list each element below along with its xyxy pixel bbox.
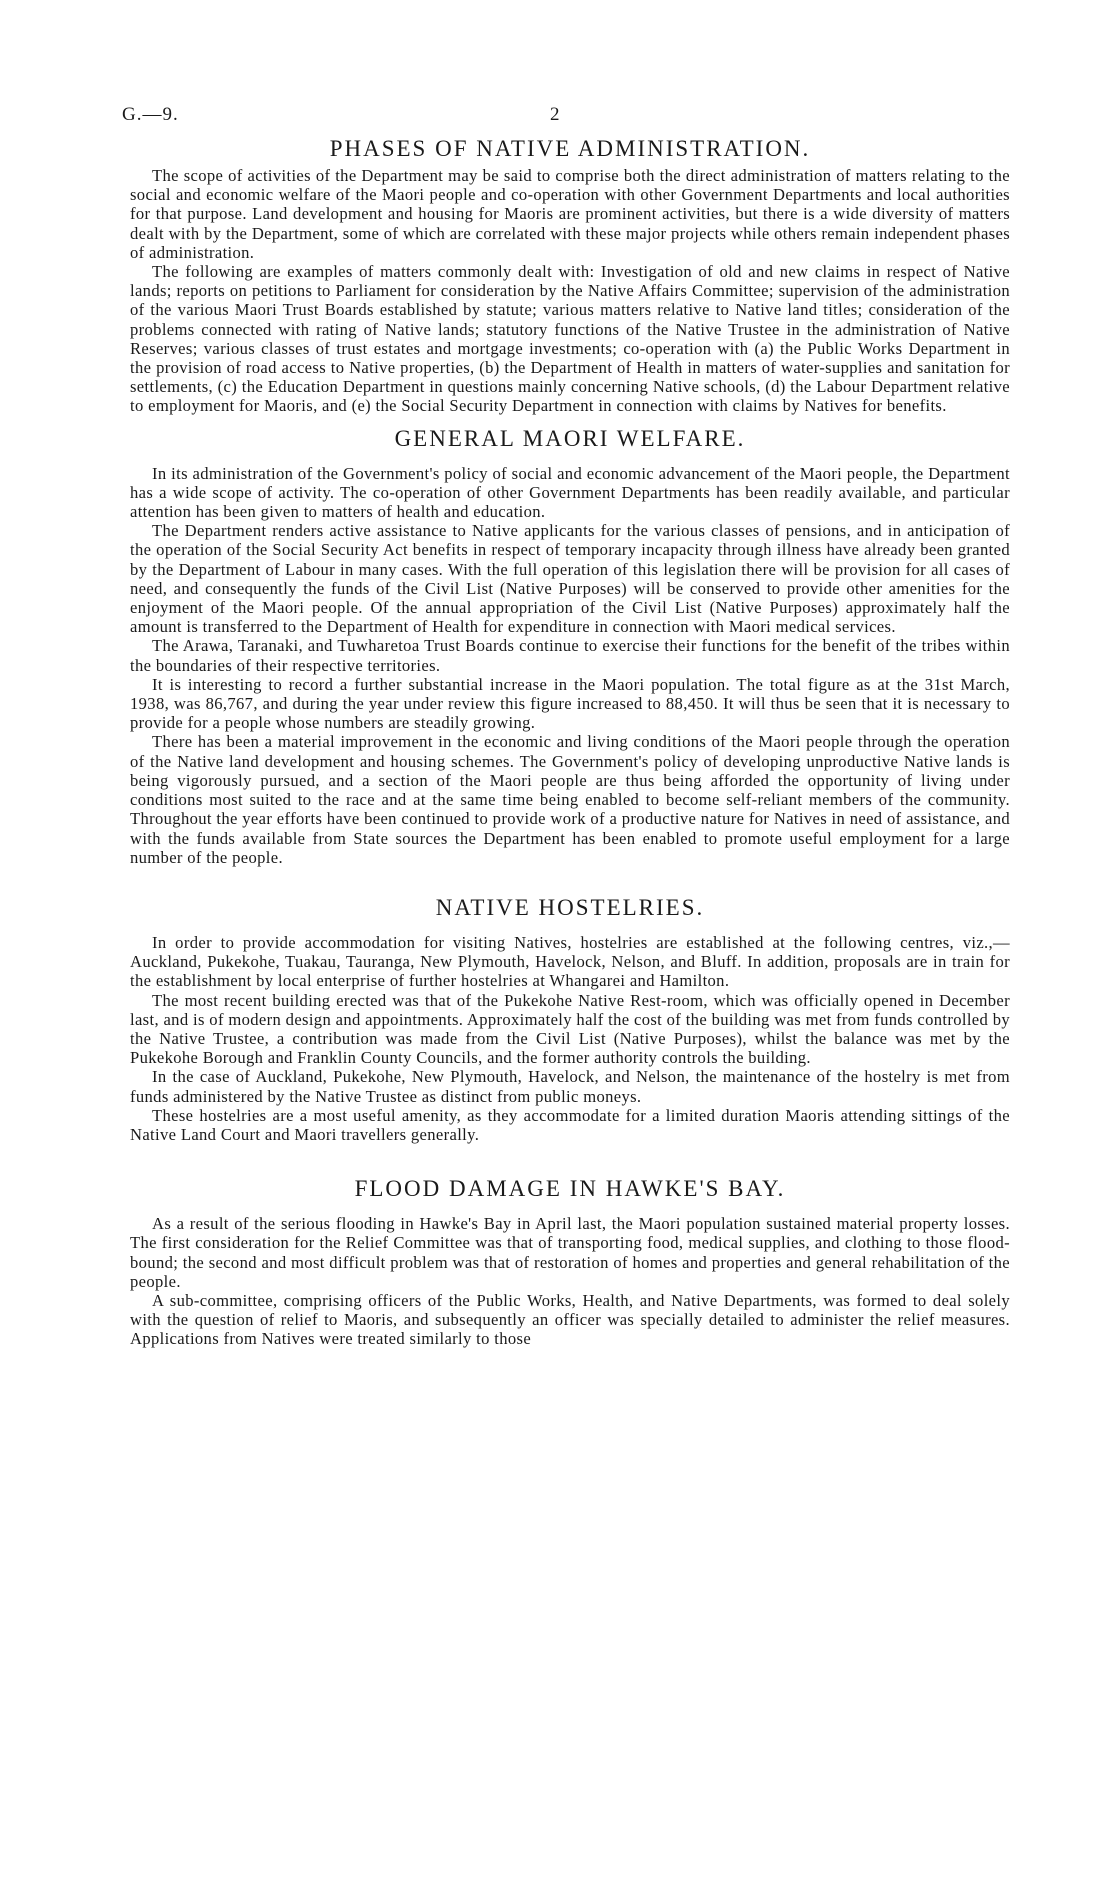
page-reference: G.—9. bbox=[122, 104, 179, 125]
paragraph: In order to provide accommodation for visiting Natives, hostelries are established at the following centres, viz.,—Auckland, Pukekohe, Tuakau, Tauranga, New Plymouth, Havelock, Nelson, and Bluff. In addition, proposals are in train for the establishment by local enterprise of further hostelries at Whangarei and Hamilton. bbox=[130, 932, 1010, 991]
page-header bbox=[122, 104, 1010, 132]
paragraph: The Arawa, Taranaki, and Tuwharetoa Trust Boards continue to exercise their functions for the benefit of the tribes within the boundaries of their respective territories. bbox=[130, 636, 1010, 675]
paragraph: These hostelries are a most useful amenity, as they accommodate for a limited duration Maoris attending sittings of the Native Land Court and Maori travellers generally. bbox=[130, 1105, 1010, 1144]
section-title: FLOOD DAMAGE IN HAWKE'S BAY. bbox=[354, 1176, 786, 1202]
page-number: 2 bbox=[550, 104, 561, 125]
section-phases-of-native-administration bbox=[130, 134, 1010, 416]
paragraph: As a result of the serious flooding in Hawke's Bay in April last, the Maori population sustained material property losses. The first consideration for the Relief Committee was that of transporting food, medical supplies, and clothing to those flood-bound; the second and most difficult problem was that of restoration of homes and properties and general rehabilitation of the people. bbox=[130, 1214, 1010, 1291]
section-title: GENERAL MAORI WELFARE. bbox=[394, 425, 746, 451]
paragraph: A sub-committee, comprising officers of the Public Works, Health, and Native Departments, was formed to deal solely with the question of relief to Maoris, and subsequently an officer was specially detailed to administer the relief measures. Applications from Natives were treated similarly to those bbox=[130, 1290, 1010, 1349]
paragraph: The scope of activities of the Department may be said to comprise both the direct administration of matters relating to the social and economic welfare of the Maori people and co-operation with other Government Departments and local authorities for that purpose. Land development and housing for Maoris are prominent activities, but there is a wide diversity of matters dealt with by the Department, some of which are correlated with these major projects while others remain independent phases of administration. bbox=[130, 166, 1010, 262]
section-flood-damage-hawkes-bay bbox=[130, 1174, 1010, 1348]
section-title: NATIVE HOSTELRIES. bbox=[435, 894, 705, 920]
document-page bbox=[122, 104, 1010, 1349]
paragraph: There has been a material improvement in the economic and living conditions of the Maori people through the operation of the Native land development and housing schemes. The Government's policy of developing unproductive Native lands is being vigorously pursued, and a section of the Maori people are thus being afforded the opportunity of living under conditions most suited to the race and at the same time being enabled to become self-reliant members of the community. Throughout the year efforts have been continued to provide work of a productive nature for Natives in need of assistance, and with the funds available from State sources the Department has been enabled to promote useful employment for a large number of the people. bbox=[130, 732, 1010, 867]
paragraph: It is interesting to record a further substantial increase in the Maori population. The total figure as at the 31st March, 1938, was 86,767, and during the year under review this figure increased to 88,450. It will thus be seen that it is necessary to provide for a people whose numbers are steadily growing. bbox=[130, 674, 1010, 733]
paragraph: The Department renders active assistance to Native applicants for the various classes of pensions, and in anticipation of the operation of the Social Security Act benefits in respect of temporary incapacity through illness have already been granted by the Department of Labour in many cases. With the full operation of this legislation there will be provision for all cases of need, and consequently the funds of the Civil List (Native Purposes) will be conserved to provide other amenities for the enjoyment of the Maori people. Of the annual appropriation of the Civil List (Native Purposes) approximately half the amount is transferred to the Department of Health for expenditure in connection with Maori medical services. bbox=[130, 521, 1010, 637]
section-native-hostelries bbox=[130, 893, 1010, 1144]
paragraph: In its administration of the Government's policy of social and economic advancement of the Maori people, the Department has a wide scope of activity. The co-operation of other Government Departments has been readily available, and particular attention has been given to matters of health and education. bbox=[130, 463, 1010, 522]
section-title: PHASES OF NATIVE ADMINISTRATION. bbox=[329, 136, 811, 161]
section-general-maori-welfare bbox=[130, 424, 1010, 867]
paragraph: The most recent building erected was that of the Pukekohe Native Rest-room, which was officially opened in December last, and is of modern design and appointments. Approximately half the cost of the building was met from funds controlled by the Native Trustee, a contribution was made from the Civil List (Native Purposes), whilst the balance was met by the Pukekohe Borough and Franklin County Councils, and the former authority controls the building. bbox=[130, 990, 1010, 1068]
paragraph: In the case of Auckland, Pukekohe, New Plymouth, Havelock, and Nelson, the maintenance of the hostelry is met from funds administered by the Native Trustee as distinct from public moneys. bbox=[130, 1067, 1010, 1106]
paragraph: The following are examples of matters commonly dealt with: Investigation of old and new claims in respect of Native lands; reports on petitions to Parliament for consideration by the Native Affairs Committee; supervision of the administration of the various Maori Trust Boards established by statute; various matters relative to Native land titles; consideration of the problems connected with rating of Native lands; statutory functions of the Native Trustee in the administration of Native Reserves; various classes of trust estates and mortgage investments; co-operation with (a) the Public Works Department in the provision of road access to Native properties, (b) the Department of Health in matters of water-supplies and sanitation for settlements, (c) the Education Department in questions mainly concerning Native schools, (d) the Labour Department relative to employment for Maoris, and (e) the Social Security Department in connection with claims by Natives for benefits. bbox=[130, 262, 1010, 416]
